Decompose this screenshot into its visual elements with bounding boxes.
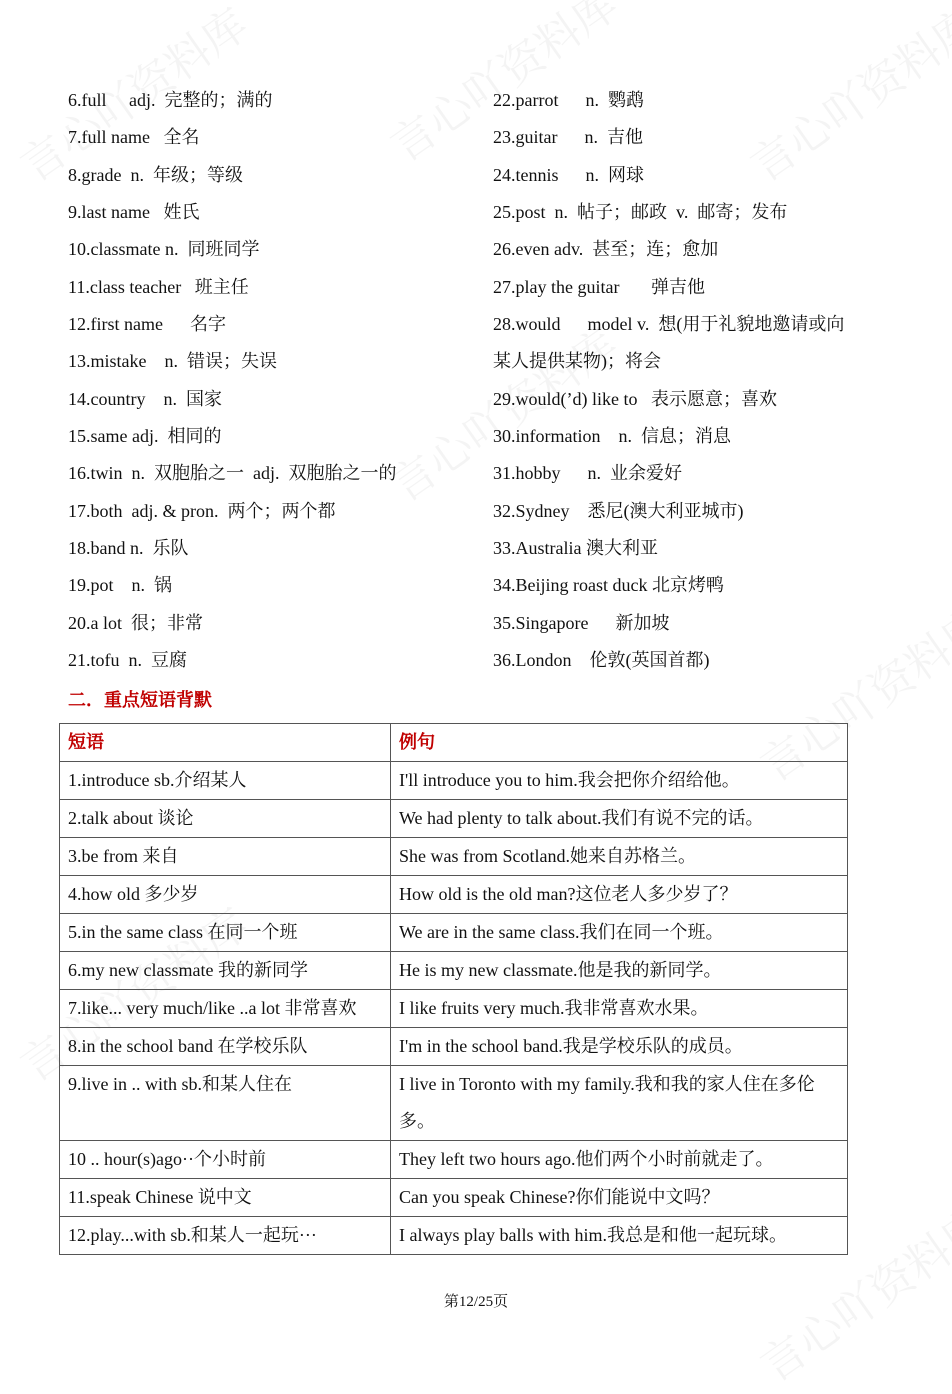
vocab-list-right [493, 82, 844, 679]
table-row [60, 1141, 848, 1179]
vocab-item: 27.play the guitar 弹吉他 [493, 276, 705, 297]
example-cell: He is my new classmate.他是我的新同学。 [391, 952, 848, 990]
vocab-item: 12.first name 名字 [68, 313, 226, 334]
phrase-table [59, 723, 848, 1255]
phrase-cell: 6.my new classmate 我的新同学 [60, 952, 391, 990]
vocab-item: 24.tennis n. 网球 [493, 164, 644, 185]
vocab-item: 9.last name 姓氏 [68, 201, 200, 222]
table-row [60, 762, 848, 800]
section-heading: 二．重点短语背默 [68, 690, 212, 710]
example-cell: We had plenty to talk about.我们有说不完的话。 [391, 800, 848, 838]
phrase-cell: 12.play...with sb.和某人一起玩··· [60, 1217, 391, 1255]
example-cell: I like fruits very much.我非常喜欢水果。 [391, 990, 848, 1028]
example-cell: I live in Toronto with my family.我和我的家人住在多伦多。 [391, 1066, 848, 1141]
phrase-cell: 11.speak Chinese 说中文 [60, 1179, 391, 1217]
vocab-item: 35.Singapore 新加坡 [493, 612, 670, 633]
table-row [60, 1066, 848, 1141]
phrase-cell: 3.be from 来自 [60, 838, 391, 876]
vocab-item: 33.Australia 澳大利亚 [493, 537, 658, 558]
vocab-item: 10.classmate n. 同班同学 [68, 239, 260, 260]
phrase-cell: 2.talk about 谈论 [60, 800, 391, 838]
vocab-item: 30.information n. 信息；消息 [493, 425, 731, 446]
vocab-item: 31.hobby n. 业余爱好 [493, 463, 682, 484]
table-row [60, 1028, 848, 1066]
vocab-item: 16.twin n. 双胞胎之一 adj. 双胞胎之一的 [68, 463, 397, 484]
vocab-item: 34.Beijing roast duck 北京烤鸭 [493, 575, 724, 596]
phrase-cell: 4.how old 多少岁 [60, 876, 391, 914]
vocab-item: 28.would model v. 想(用于礼貌地邀请或向 [493, 313, 845, 334]
phrase-cell: 7.like... very much/like ..a lot 非常喜欢 [60, 990, 391, 1028]
example-cell: I'm in the school band.我是学校乐队的成员。 [391, 1028, 848, 1066]
vocab-item: 15.same adj. 相同的 [68, 425, 222, 446]
vocab-item: 20.a lot 很；非常 [68, 612, 203, 633]
vocab-item: 17.both adj. & pron. 两个；两个都 [68, 500, 336, 521]
vocab-item: 36.London 伦敦(英国首都) [493, 649, 710, 670]
header-example: 例句 [391, 724, 848, 762]
vocab-item: 23.guitar n. 吉他 [493, 127, 643, 148]
example-cell: I always play balls with him.我总是和他一起玩球。 [391, 1217, 848, 1255]
phrase-cell: 5.in the same class 在同一个班 [60, 914, 391, 952]
vocab-item: 19.pot n. 锅 [68, 575, 173, 596]
example-cell: We are in the same class.我们在同一个班。 [391, 914, 848, 952]
phrase-cell: 8.in the school band 在学校乐队 [60, 1028, 391, 1066]
table-row [60, 914, 848, 952]
vocab-item: 7.full name 全名 [68, 127, 200, 148]
table-row [60, 800, 848, 838]
vocab-item: 18.band n. 乐队 [68, 537, 189, 558]
page-number: 第12/25页 [443, 1294, 509, 1310]
example-cell: I'll introduce you to him.我会把你介绍给他。 [391, 762, 848, 800]
example-cell: They left two hours ago.他们两个小时前就走了。 [391, 1141, 848, 1179]
vocab-item: 13.mistake n. 错误；失误 [68, 351, 277, 372]
example-cell: Can you speak Chinese?你们能说中文吗？ [391, 1179, 848, 1217]
table-row [60, 952, 848, 990]
vocab-item: 32.Sydney 悉尼(澳大利亚城市) [493, 500, 744, 521]
example-cell: How old is the old man?这位老人多少岁了？ [391, 876, 848, 914]
vocab-list-left [68, 82, 397, 679]
table-row [60, 990, 848, 1028]
table-row [60, 1217, 848, 1255]
vocab-item: 26.even adv. 甚至；连；愈加 [493, 239, 719, 260]
vocab-item: 25.post n. 帖子；邮政 v. 邮寄；发布 [493, 201, 788, 222]
vocab-item: 14.country n. 国家 [68, 388, 222, 409]
example-cell: She was from Scotland.她来自苏格兰。 [391, 838, 848, 876]
phrase-cell: 9.live in .. with sb.和某人住在 [60, 1066, 391, 1141]
table-row [60, 838, 848, 876]
vocab-item: 某人提供某物)；将会 [493, 351, 661, 372]
vocab-item: 29.would(’d) like to 表示愿意；喜欢 [493, 388, 777, 409]
vocab-item: 22.parrot n. 鹦鹉 [493, 90, 644, 110]
vocab-item: 6.full adj. 完整的；满的 [68, 90, 273, 110]
header-phrase: 短语 [60, 724, 391, 762]
table-row [60, 1179, 848, 1217]
table-header-row [60, 724, 848, 762]
vocab-item: 8.grade n. 年级；等级 [68, 164, 243, 185]
phrase-cell: 1.introduce sb.介绍某人 [60, 762, 391, 800]
phrase-cell: 10 .. hour(s)ago··个小时前 [60, 1141, 391, 1179]
table-row [60, 876, 848, 914]
vocab-item: 11.class teacher 班主任 [68, 276, 249, 297]
vocab-item: 21.tofu n. 豆腐 [68, 649, 187, 670]
